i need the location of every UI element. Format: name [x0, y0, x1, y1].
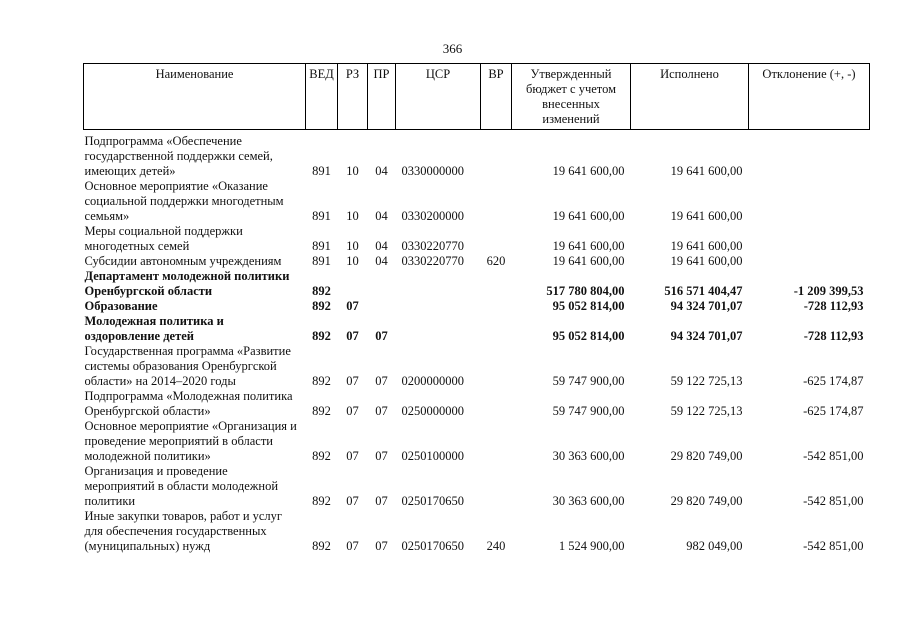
cell-rz: 07 — [346, 494, 359, 508]
cell-rz: 07 — [346, 539, 359, 553]
cell-approved: 95 052 814,00 — [552, 299, 625, 313]
cell-csr: 0330220770 — [401, 254, 464, 268]
cell-approved: 95 052 814,00 — [552, 329, 625, 343]
table-row — [84, 179, 870, 224]
table-row — [84, 299, 870, 314]
cell-ved: 892 — [312, 374, 331, 388]
cell-executed: 19 641 600,00 — [670, 239, 743, 253]
cell-pr: 07 — [375, 374, 388, 388]
budget-table — [83, 63, 870, 554]
cell-ved: 892 — [312, 284, 331, 298]
cell-deviation: -542 851,00 — [803, 494, 864, 508]
cell-approved: 517 780 804,00 — [546, 284, 625, 298]
cell-approved: 30 363 600,00 — [552, 449, 625, 463]
cell-name: Подпрограмма «Обеспечение государственной поддержки семей, имеющих детей» — [84, 134, 273, 178]
table-row — [84, 389, 870, 419]
cell-vr — [481, 269, 512, 299]
cell-name: Подпрограмма «Молодежная политика Оренбургской области» — [84, 389, 293, 418]
header-ved: ВЕД — [306, 64, 338, 130]
cell-approved: 1 524 900,00 — [558, 539, 625, 553]
cell-csr — [396, 299, 481, 314]
cell-deviation — [749, 224, 870, 254]
cell-pr: 07 — [375, 494, 388, 508]
cell-ved: 892 — [312, 299, 331, 313]
cell-csr — [396, 269, 481, 299]
cell-executed: 19 641 600,00 — [670, 254, 743, 268]
cell-pr — [368, 299, 396, 314]
cell-ved: 892 — [312, 494, 331, 508]
cell-approved: 19 641 600,00 — [552, 239, 625, 253]
cell-name: Образование — [84, 299, 158, 313]
cell-rz: 07 — [346, 404, 359, 418]
table-row — [84, 254, 870, 269]
cell-executed: 59 122 725,13 — [670, 404, 743, 418]
cell-csr — [396, 314, 481, 344]
cell-vr — [481, 344, 512, 389]
header-approved: Утвержденный бюджет с учетом внесенных изменений — [512, 64, 631, 130]
cell-name: Государственная программа «Развитие системы образования Оренбургской области» на 2014–2020 годы — [84, 344, 291, 388]
table-row — [84, 464, 870, 509]
cell-vr: 620 — [486, 254, 506, 268]
cell-executed: 29 820 749,00 — [670, 494, 743, 508]
cell-vr — [481, 314, 512, 344]
header-pr: ПР — [368, 64, 396, 130]
cell-csr: 0330000000 — [401, 164, 464, 178]
cell-vr — [481, 179, 512, 224]
table-row — [84, 344, 870, 389]
cell-rz: 10 — [346, 209, 359, 223]
header-name: Наименование — [84, 64, 306, 130]
cell-approved: 30 363 600,00 — [552, 494, 625, 508]
cell-deviation: -728 112,93 — [803, 329, 864, 343]
cell-rz: 10 — [346, 239, 359, 253]
cell-rz: 07 — [346, 374, 359, 388]
cell-executed: 29 820 749,00 — [670, 449, 743, 463]
table-body — [84, 130, 870, 555]
cell-rz: 07 — [346, 299, 359, 313]
cell-rz: 10 — [346, 164, 359, 178]
cell-ved: 891 — [312, 239, 331, 253]
header-deviation: Отклонение (+, -) — [749, 64, 870, 130]
cell-approved: 19 641 600,00 — [552, 209, 625, 223]
cell-pr: 04 — [375, 239, 388, 253]
cell-vr — [481, 389, 512, 419]
cell-pr: 07 — [375, 449, 388, 463]
cell-approved: 19 641 600,00 — [552, 254, 625, 268]
cell-name: Молодежная политика и оздоровление детей — [84, 314, 224, 343]
cell-pr: 04 — [375, 209, 388, 223]
cell-deviation: -542 851,00 — [803, 539, 864, 553]
header-executed: Исполнено — [631, 64, 749, 130]
cell-csr: 0330200000 — [401, 209, 464, 223]
cell-csr: 0330220770 — [401, 239, 464, 253]
cell-deviation: -542 851,00 — [803, 449, 864, 463]
cell-vr — [481, 224, 512, 254]
cell-name: Департамент молодежной политики Оренбургской области — [84, 269, 290, 298]
table-row — [84, 314, 870, 344]
table-row — [84, 224, 870, 254]
header-csr: ЦСР — [396, 64, 481, 130]
table-row — [84, 269, 870, 299]
cell-vr — [481, 464, 512, 509]
cell-ved: 892 — [312, 404, 331, 418]
cell-deviation — [749, 179, 870, 224]
cell-deviation — [749, 254, 870, 269]
cell-pr: 07 — [375, 329, 388, 343]
cell-executed: 516 571 404,47 — [664, 284, 743, 298]
cell-name: Субсидии автономным учреждениям — [84, 254, 282, 268]
table-row — [84, 509, 870, 554]
cell-deviation: -728 112,93 — [803, 299, 864, 313]
cell-csr: 0250170650 — [401, 539, 464, 553]
cell-executed: 19 641 600,00 — [670, 164, 743, 178]
cell-pr: 07 — [375, 539, 388, 553]
cell-name: Меры социальной поддержки многодетных семей — [84, 224, 243, 253]
cell-ved: 891 — [312, 164, 331, 178]
cell-approved: 59 747 900,00 — [552, 404, 625, 418]
table-row — [84, 130, 870, 180]
cell-name: Основное мероприятие «Оказание социальной поддержки многодетным семьям» — [84, 179, 284, 223]
cell-pr: 07 — [375, 404, 388, 418]
cell-rz: 07 — [346, 449, 359, 463]
cell-deviation: -625 174,87 — [803, 374, 864, 388]
cell-ved: 892 — [312, 329, 331, 343]
cell-ved: 892 — [312, 539, 331, 553]
table-row — [84, 419, 870, 464]
header-rz: РЗ — [338, 64, 368, 130]
cell-ved: 891 — [312, 254, 331, 268]
cell-name: Организация и проведение мероприятий в области молодежной политики — [84, 464, 279, 508]
cell-rz: 10 — [346, 254, 359, 268]
header-vr: ВР — [481, 64, 512, 130]
cell-deviation — [749, 130, 870, 180]
cell-csr: 0200000000 — [401, 374, 464, 388]
cell-executed: 19 641 600,00 — [670, 209, 743, 223]
cell-deviation: -625 174,87 — [803, 404, 864, 418]
cell-executed: 94 324 701,07 — [670, 329, 743, 343]
cell-rz: 07 — [346, 329, 359, 343]
cell-csr: 0250100000 — [401, 449, 464, 463]
cell-csr: 0250000000 — [401, 404, 464, 418]
cell-vr — [481, 299, 512, 314]
cell-deviation: -1 209 399,53 — [793, 284, 864, 298]
cell-ved: 892 — [312, 449, 331, 463]
cell-name: Иные закупки товаров, работ и услуг для обеспечения государственных (муниципальных) нужд — [84, 509, 283, 553]
cell-pr: 04 — [375, 164, 388, 178]
cell-approved: 19 641 600,00 — [552, 164, 625, 178]
cell-pr — [368, 269, 396, 299]
cell-executed: 59 122 725,13 — [670, 374, 743, 388]
table-header-row — [84, 64, 870, 130]
cell-rz — [338, 269, 368, 299]
cell-vr — [481, 130, 512, 180]
cell-approved: 59 747 900,00 — [552, 374, 625, 388]
page-number: 366 — [442, 41, 463, 56]
cell-executed: 982 049,00 — [686, 539, 743, 553]
cell-vr: 240 — [486, 539, 506, 553]
cell-csr: 0250170650 — [401, 494, 464, 508]
cell-ved: 891 — [312, 209, 331, 223]
cell-vr — [481, 419, 512, 464]
cell-name: Основное мероприятие «Организация и проведение мероприятий в области молодежной политики» — [84, 419, 297, 463]
cell-executed: 94 324 701,07 — [670, 299, 743, 313]
cell-pr: 04 — [375, 254, 388, 268]
